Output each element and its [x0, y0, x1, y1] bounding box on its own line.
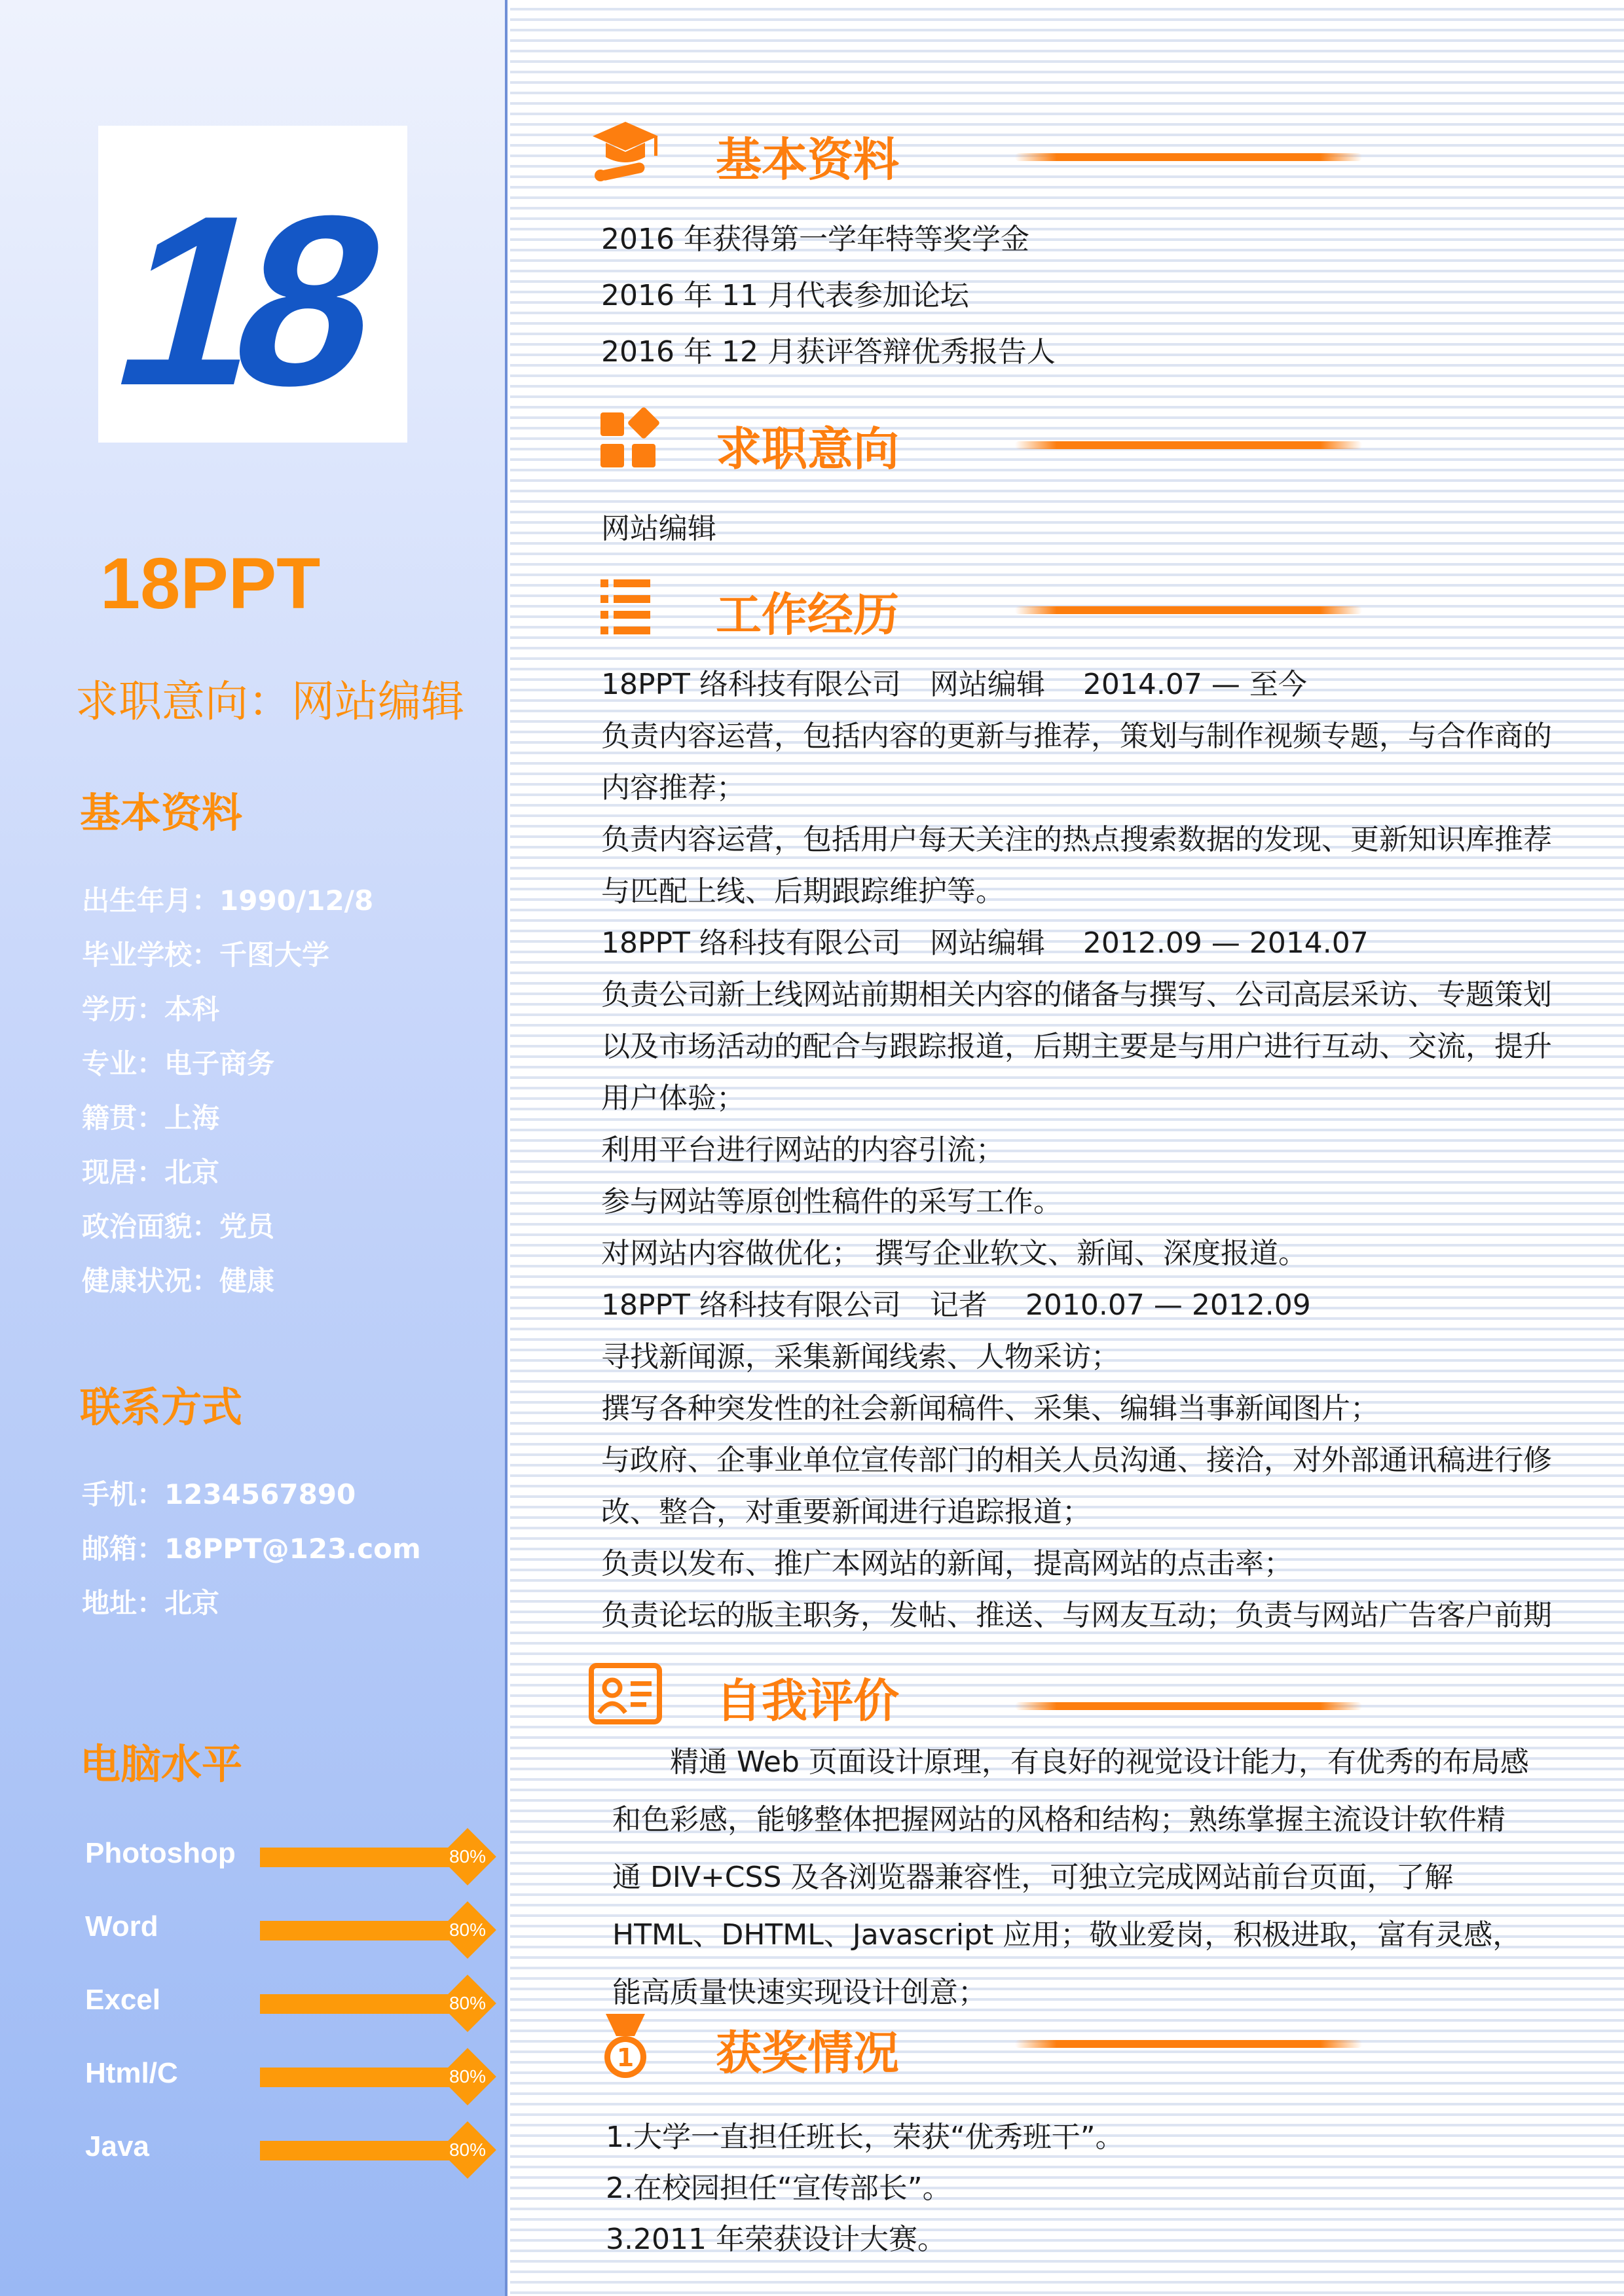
- intent-line: 网站编辑: [601, 512, 716, 545]
- section-title-awards: 获奖情况: [716, 2026, 899, 2080]
- skill-row: [0, 2124, 507, 2176]
- self-line: 通 DIV+CSS 及各浏览器兼容性，可独立完成网站前台页面，了解: [612, 1861, 1454, 1894]
- work-line: 寻找新闻源，采集新闻线索、人物采访；: [601, 1340, 1120, 1374]
- logo-18-image: [98, 126, 407, 443]
- basic-item-political: 政治面貌：党员: [82, 1211, 275, 1243]
- basic-lines: [601, 211, 1583, 380]
- section-divider-self: [1015, 1702, 1362, 1710]
- skill-row: [0, 1831, 507, 1883]
- id-card-icon: [586, 1658, 665, 1730]
- self-line: 能高质量快速实现设计创意；: [612, 1976, 987, 2009]
- graduation-cap-icon: [586, 117, 665, 189]
- skill-name: Excel: [85, 1984, 160, 2016]
- skill-percent-label: 80%: [449, 2140, 487, 2160]
- intent-lines: [601, 503, 1583, 555]
- awards-lines: [606, 2112, 1588, 2265]
- award-line: 2.在校园担任“宣传部长”。: [606, 2172, 951, 2205]
- sidebar: [0, 0, 507, 2296]
- basic-item-birth: 出生年月：1990/12/8: [82, 884, 374, 917]
- basic-item-health: 健康状况：健康: [82, 1265, 275, 1297]
- award-line: 3.2011 年荣获设计大赛。: [606, 2223, 946, 2256]
- skill-row: [0, 2050, 507, 2103]
- section-title-work: 工作经历: [716, 588, 899, 642]
- work-line: 用户体验；: [601, 1082, 745, 1115]
- skill-row: [0, 1977, 507, 2030]
- skill-name: Java: [85, 2130, 149, 2162]
- basic-item-school: 毕业学校：千图大学: [82, 939, 330, 971]
- work-line: 负责内容运营，包括用户每天关注的热点搜索数据的发现、更新知识库推荐: [601, 823, 1552, 856]
- blocks-icon: [586, 406, 665, 478]
- skill-bar-fill: [260, 1848, 468, 1867]
- award-line: 1.大学一直担任班长，荣获“优秀班干”。: [606, 2121, 1124, 2154]
- self-line: HTML、DHTML、Javascript 应用；敬业爱岗，积极进取，富有灵感，: [612, 1918, 1522, 1952]
- work-line: 以及市场活动的配合与跟踪报道，后期主要是与用户进行互动、交流，提升: [601, 1030, 1552, 1063]
- section-divider-intent: [1015, 441, 1362, 449]
- skill-name: Html/C: [85, 2057, 178, 2089]
- work-line: 对网站内容做优化； 撰写企业软文、新闻、深度报道。: [601, 1237, 1307, 1270]
- skill-row: [0, 1904, 507, 1956]
- skill-percent-label: 80%: [449, 2066, 487, 2086]
- section-divider-work: [1015, 606, 1362, 614]
- work-line: 改、整合，对重要新闻进行追踪报道；: [601, 1495, 1091, 1529]
- skill-bar-fill: [260, 2141, 468, 2160]
- skill-bar-fill: [260, 1994, 468, 2014]
- self-line: 和色彩感，能够整体把握网站的风格和结构；熟练掌握主流设计软件精: [612, 1803, 1505, 1836]
- svg-text:1: 1: [616, 2043, 635, 2072]
- skill-name: Photoshop: [85, 1837, 236, 1869]
- profile-photo: [98, 126, 407, 443]
- skill-bar-track: [260, 2140, 487, 2160]
- work-line: 利用平台进行网站的内容引流；: [601, 1133, 1005, 1167]
- basic-item-hometown: 籍贯：上海: [82, 1102, 220, 1134]
- self-line: 精通 Web 页面设计原理，有良好的视觉设计能力，有优秀的布局感: [612, 1745, 1529, 1779]
- work-line: 18PPT 络科技有限公司 网站编辑 2012.09 — 2014.07: [601, 926, 1369, 960]
- medal-icon: [586, 2010, 665, 2082]
- skill-bar-fill: [260, 1921, 468, 1941]
- basic-line: 2016 年 11 月代表参加论坛: [601, 279, 969, 312]
- section-title-self: 自我评价: [716, 1674, 899, 1728]
- basic-item-major: 专业：电子商务: [82, 1048, 275, 1080]
- skill-bar-track: [260, 1920, 487, 1941]
- contact-email: 邮箱：18PPT@123.com: [82, 1533, 421, 1565]
- section-title-basic: 基本资料: [716, 133, 899, 187]
- skill-percent-label: 80%: [449, 1920, 487, 1940]
- skill-bar-track: [260, 1846, 487, 1867]
- skill-name: Word: [85, 1910, 158, 1942]
- work-line: 负责公司新上线网站前期相关内容的储备与撰写、公司高层采访、专题策划: [601, 978, 1552, 1011]
- work-lines: [601, 659, 1583, 1641]
- skill-bar-track: [260, 2066, 487, 2087]
- basic-line: 2016 年获得第一学年特等奖学金: [601, 223, 1029, 256]
- sidebar-skills-heading: 电脑水平: [80, 1740, 243, 1788]
- work-line: 负责内容运营，包括内容的更新与推荐，策划与制作视频专题，与合作商的: [601, 720, 1552, 753]
- work-line: 负责以发布、推广本网站的新闻，提高网站的点击率；: [601, 1547, 1293, 1580]
- basic-item-residence: 现居：北京: [82, 1156, 220, 1188]
- logo-text: 18: [98, 165, 394, 436]
- work-line: 18PPT 络科技有限公司 网站编辑 2014.07 — 至今: [601, 668, 1307, 701]
- sidebar-basic-heading: 基本资料: [80, 789, 243, 837]
- work-line: 与政府、企事业单位宣传部门的相关人员沟通、接洽，对外部通讯稿进行修: [601, 1444, 1552, 1477]
- skill-percent-label: 80%: [449, 1993, 487, 2013]
- candidate-intent: 求职意向：网站编辑: [75, 676, 464, 727]
- section-divider-awards: [1015, 2040, 1362, 2048]
- section-divider-basic: [1015, 153, 1362, 161]
- section-title-intent: 求职意向: [716, 422, 899, 476]
- basic-item-degree: 学历：本科: [82, 993, 220, 1025]
- skill-bar-fill: [260, 2068, 468, 2087]
- contact-phone: 手机：1234567890: [82, 1478, 356, 1510]
- work-line: 参与网站等原创性稿件的采写工作。: [601, 1185, 1062, 1218]
- work-line: 18PPT 络科技有限公司 记者 2010.07 — 2012.09: [601, 1288, 1311, 1322]
- work-line: 内容推荐；: [601, 771, 745, 805]
- skill-percent-label: 80%: [449, 1846, 487, 1867]
- work-line: 撰写各种突发性的社会新闻稿件、采集、编辑当事新闻图片；: [601, 1392, 1379, 1425]
- work-line: 负责论坛的版主职务，发帖、推送、与网友互动；负责与网站广告客户前期: [601, 1599, 1552, 1632]
- basic-line: 2016 年 12 月获评答辩优秀报告人: [601, 335, 1056, 369]
- list-icon: [586, 572, 665, 644]
- contact-address: 地址：北京: [82, 1587, 220, 1619]
- skill-bar-track: [260, 1993, 487, 2014]
- sidebar-contact-heading: 联系方式: [80, 1383, 243, 1431]
- work-line: 与匹配上线、后期跟踪维护等。: [601, 875, 1005, 908]
- self-lines: [612, 1734, 1595, 2022]
- candidate-name: 18PPT: [100, 543, 321, 624]
